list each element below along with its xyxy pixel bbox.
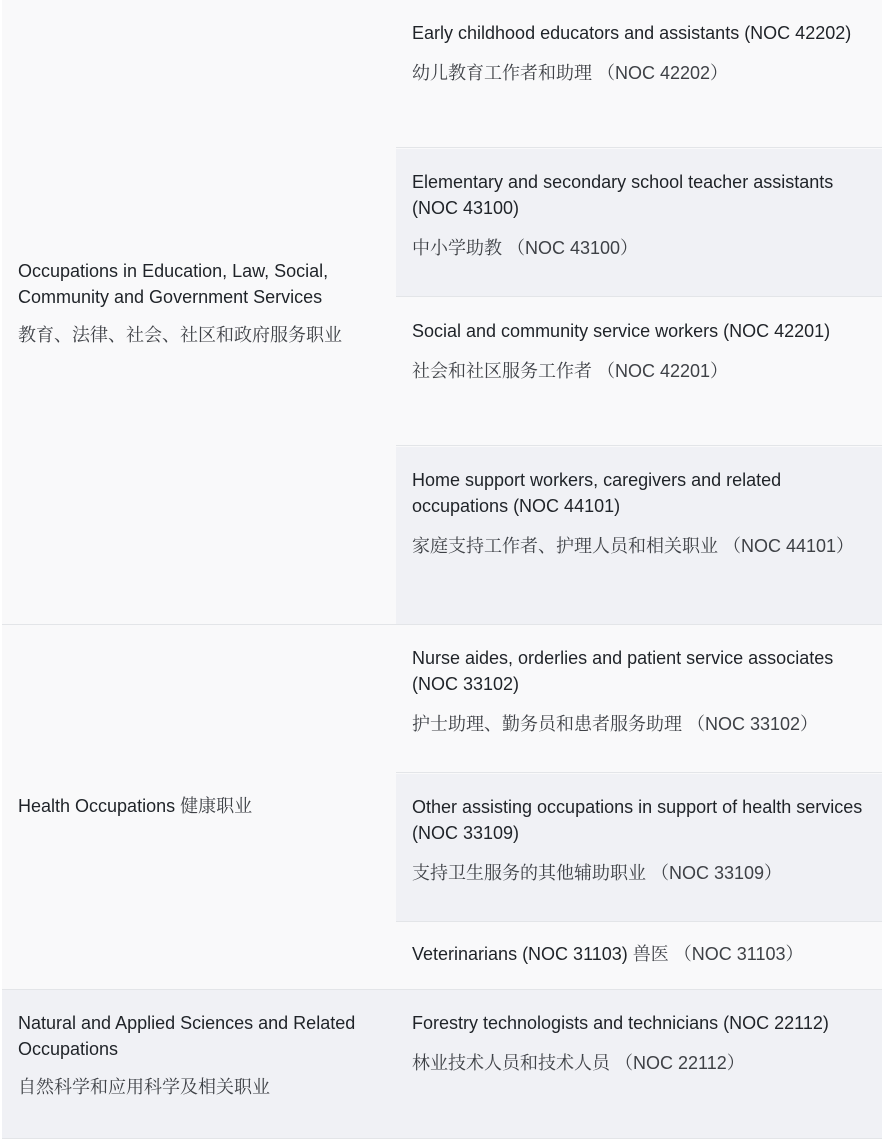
category-group — [2, 990, 882, 1139]
category-cell — [18, 793, 378, 819]
category-name-zh: 教育、法律、社会、社区和政府服务职业 — [18, 325, 342, 345]
occupation-row — [396, 447, 882, 624]
occupation-name-zh: 护士助理、勤务员和患者服务助理 （NOC 33102） — [412, 714, 819, 734]
category-name-en: Health Occupations — [18, 796, 176, 816]
occupation-row — [396, 774, 882, 922]
category-name-en: Occupations in Education, Law, Social, Community and Government Services — [18, 261, 329, 307]
occupation-inline-row — [412, 941, 866, 967]
occupation-name-en: Other assisting occupations in support of health services (NOC 33109) — [412, 797, 863, 843]
occupation-row — [396, 923, 882, 989]
occupation-name-zh: 家庭支持工作者、护理人员和相关职业 （NOC 44101） — [412, 536, 855, 556]
occupation-row — [396, 990, 882, 1138]
occupation-name-en: Home support workers, caregivers and related occupations (NOC 44101) — [412, 470, 782, 516]
occupation-row — [396, 149, 882, 297]
occupation-row — [396, 625, 882, 773]
occupation-row — [396, 298, 882, 446]
occupation-name-en: Early childhood educators and assistants (NOC 42202) — [412, 23, 852, 43]
category-name-en: Natural and Applied Sciences and Related Occupations — [18, 1013, 356, 1059]
occupation-name-en: Veterinarians (NOC 31103) — [412, 944, 628, 964]
category-name-zh: 自然科学和应用科学及相关职业 — [18, 1077, 270, 1097]
occupation-name-zh: 支持卫生服务的其他辅助职业 （NOC 33109） — [412, 863, 783, 883]
category-cell — [18, 1010, 378, 1100]
occupation-name-en: Forestry technologists and technicians (NOC 22112) — [412, 1013, 829, 1033]
occupation-row — [396, 0, 882, 148]
occupation-name-zh: 林业技术人员和技术人员 （NOC 22112） — [412, 1053, 745, 1073]
occupation-name-zh: 幼儿教育工作者和助理 （NOC 42202） — [412, 63, 729, 83]
occupation-name-zh: 兽医 （NOC 31103） — [632, 944, 804, 964]
occupation-name-en: Social and community service workers (NOC 42201) — [412, 321, 831, 341]
occupation-name-zh: 社会和社区服务工作者 （NOC 42201） — [412, 361, 729, 381]
occupation-name-en: Nurse aides, orderlies and patient service associates (NOC 33102) — [412, 648, 834, 694]
category-cell — [18, 258, 378, 348]
occupation-name-en: Elementary and secondary school teacher assistants (NOC 43100) — [412, 172, 834, 218]
category-name-zh: 健康职业 — [180, 796, 253, 816]
category-group — [2, 625, 882, 990]
occupation-name-zh: 中小学助教 （NOC 43100） — [412, 238, 639, 258]
category-group — [2, 0, 882, 625]
